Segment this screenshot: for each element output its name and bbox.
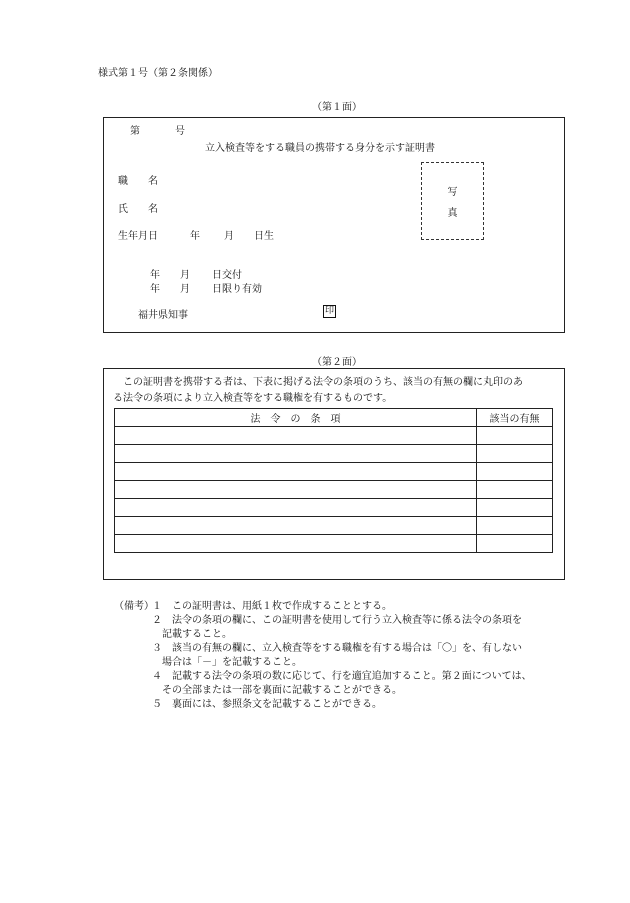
note-line: 記載すること。 bbox=[162, 629, 232, 640]
intro-text-line-2: る法令の条項により立入検査等をする職権を有するものです。 bbox=[113, 393, 393, 404]
applicable-column-header: 該当の有無 bbox=[477, 409, 553, 427]
applicable-cell bbox=[477, 535, 553, 553]
applicable-cell bbox=[477, 481, 553, 499]
job-title-label: 職 名 bbox=[118, 176, 158, 187]
table-row bbox=[115, 427, 553, 445]
law-provision-cell bbox=[115, 499, 477, 517]
law-provision-column-header: 法 令 の 条 項 bbox=[115, 409, 477, 427]
table-row bbox=[115, 481, 553, 499]
name-label: 氏 名 bbox=[118, 204, 158, 215]
valid-month-label: 月 bbox=[180, 284, 190, 295]
side1-heading: （第１面） bbox=[312, 102, 362, 113]
applicable-cell bbox=[477, 517, 553, 535]
law-provision-cell bbox=[115, 535, 477, 553]
table-row bbox=[115, 535, 553, 553]
valid-year-label: 年 bbox=[150, 284, 160, 295]
applicable-cell bbox=[477, 499, 553, 517]
law-provision-cell bbox=[115, 463, 477, 481]
notes-label: （備考） bbox=[114, 601, 154, 612]
dob-label: 生年月日 bbox=[118, 231, 158, 242]
law-provision-cell bbox=[115, 427, 477, 445]
note-line: １ この証明書は、用紙１枚で作成することとする。 bbox=[152, 601, 392, 612]
note-line: ５ 裏面には、参照条文を記載することができる。 bbox=[152, 699, 382, 710]
dob-month-label: 月 bbox=[224, 231, 234, 242]
law-provision-cell bbox=[115, 517, 477, 535]
applicable-cell bbox=[477, 445, 553, 463]
issue-month-label: 月 bbox=[180, 270, 190, 281]
applicable-cell bbox=[477, 427, 553, 445]
note-line: 場合は「－」を記載すること。 bbox=[162, 657, 302, 668]
law-provisions-table bbox=[114, 408, 553, 553]
certificate-number-label: 第 bbox=[130, 126, 140, 137]
table-header-row bbox=[115, 409, 553, 427]
note-line: その全部または一部を裏面に記載することができる。 bbox=[162, 685, 402, 696]
issuer-name: 福井県知事 bbox=[138, 310, 188, 321]
note-line: ２ 法令の条項の欄に、この証明書を使用して行う立入検査等に係る法令の条項を bbox=[152, 615, 522, 626]
table-row bbox=[115, 499, 553, 517]
seal-mark: 印 bbox=[324, 306, 334, 316]
law-provision-cell bbox=[115, 481, 477, 499]
form-number: 様式第１号（第２条関係） bbox=[98, 68, 218, 79]
intro-text-line-1: この証明書を携帯する者は、下表に掲げる法令の条項のうち、該当の有無の欄に丸印のあ bbox=[123, 377, 523, 388]
note-line: ４ 記載する法令の条項の数に応じて、行を適宜追加すること。第２面については、 bbox=[152, 671, 532, 682]
photo-label-char-2: 真 bbox=[447, 208, 458, 219]
side2-heading: （第２面） bbox=[312, 357, 362, 368]
certificate-title: 立入検査等をする職員の携帯する身分を示す証明書 bbox=[205, 143, 435, 154]
table-row bbox=[115, 445, 553, 463]
photo-area bbox=[421, 162, 484, 240]
dob-year-label: 年 bbox=[190, 231, 200, 242]
valid-until-label: 日限り有効 bbox=[212, 284, 262, 295]
issue-date-label: 日交付 bbox=[212, 270, 242, 281]
table-row bbox=[115, 463, 553, 481]
issue-year-label: 年 bbox=[150, 270, 160, 281]
law-provision-cell bbox=[115, 445, 477, 463]
dob-day-label: 日生 bbox=[254, 231, 274, 242]
photo-label-char-1: 写 bbox=[447, 187, 458, 198]
table-row bbox=[115, 517, 553, 535]
note-line: ３ 該当の有無の欄に、立入検査等をする職権を有する場合は「〇」を、有しない bbox=[152, 643, 522, 654]
certificate-number-suffix: 号 bbox=[175, 126, 185, 137]
applicable-cell bbox=[477, 463, 553, 481]
